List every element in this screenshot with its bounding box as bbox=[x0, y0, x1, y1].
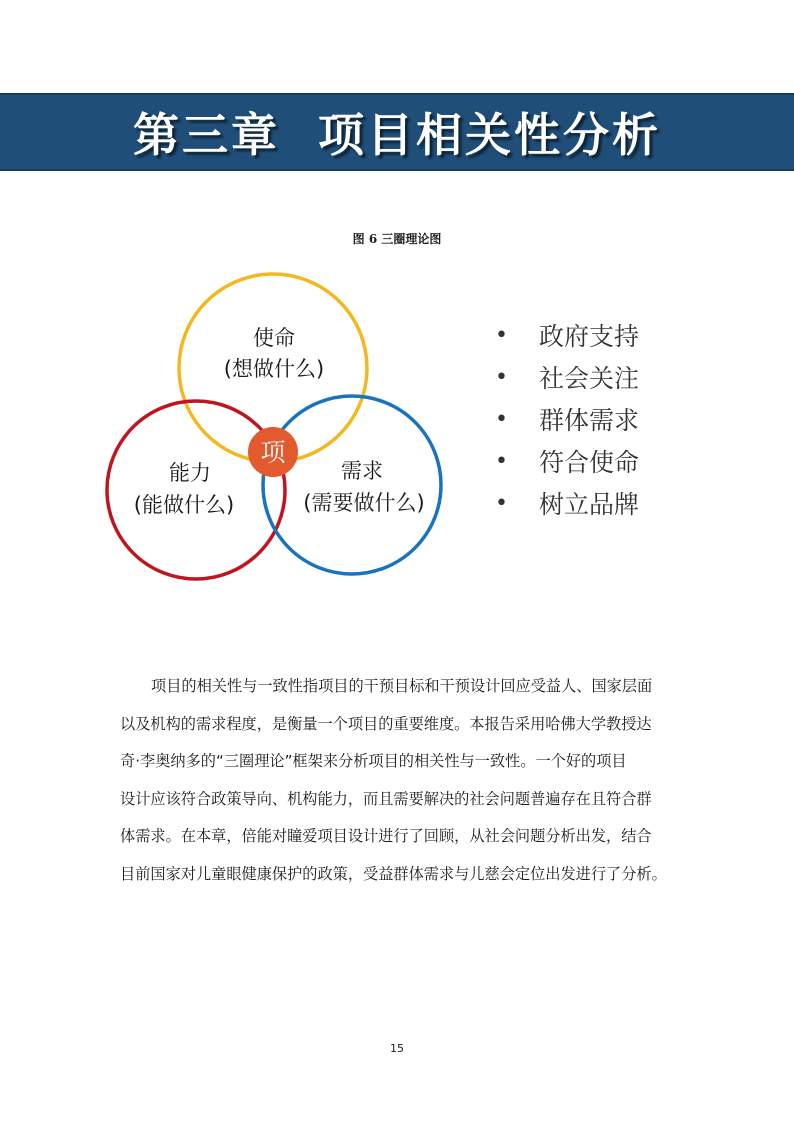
center-label: 项 bbox=[260, 438, 286, 467]
ability-circle bbox=[107, 401, 285, 579]
bullet-dot-icon: • bbox=[495, 448, 508, 474]
ability-subtitle: (能做什么) bbox=[133, 493, 235, 517]
bullet-text: 群体需求 bbox=[539, 406, 640, 435]
paragraph-line: 项目的相关性与一致性指项目的干预目标和干预设计回应受益人、国家层面 bbox=[151, 677, 653, 695]
bullet-dot-icon: • bbox=[495, 490, 508, 516]
bullet-item bbox=[495, 482, 639, 524]
mission-subtitle: (想做什么) bbox=[223, 357, 325, 381]
chapter-banner bbox=[0, 93, 794, 171]
mission-title: 使命 bbox=[253, 326, 295, 350]
paragraph-line: 设计应该符合政策导向、机构能力，而且需要解决的社会问题普遍存在且符合群 bbox=[120, 789, 652, 808]
paragraph-line: 奇·李奥纳多的“三圈理论”框架来分析项目的相关性与一致性。一个好的项目 bbox=[120, 752, 627, 770]
figure-caption: 图 6 三圈理论图 bbox=[352, 232, 442, 246]
bullet-item bbox=[495, 314, 639, 356]
benefit-bullet-list bbox=[495, 314, 639, 524]
bullet-text: 政府支持 bbox=[539, 322, 640, 351]
page-number: 15 bbox=[390, 1042, 404, 1055]
paragraph-line: 目前国家对儿童眼健康保护的政策，受益群体需求与儿慈会定位出发进行了分析。 bbox=[120, 864, 667, 883]
bullet-text: 符合使命 bbox=[539, 448, 640, 477]
bullet-item bbox=[495, 398, 639, 440]
paragraph-line: 体需求。在本章，倍能对瞳爱项目设计进行了回顾，从社会问题分析出发，结合 bbox=[120, 827, 652, 845]
bullet-text: 树立品牌 bbox=[539, 490, 640, 519]
chapter-title: 第三章 项目相关性分析 bbox=[132, 108, 662, 162]
need-subtitle: (需要做什么) bbox=[303, 491, 425, 515]
paragraph-line: 以及机构的需求程度，是衡量一个项目的重要维度。本报告采用哈佛大学教授达 bbox=[120, 714, 652, 733]
ability-title: 能力 bbox=[169, 461, 211, 485]
three-circle-diagram bbox=[100, 270, 450, 590]
bullet-dot-icon: • bbox=[495, 364, 508, 390]
need-circle bbox=[263, 396, 441, 574]
bullet-text: 社会关注 bbox=[539, 364, 640, 393]
bullet-item bbox=[495, 356, 639, 398]
body-paragraph bbox=[120, 668, 676, 893]
need-title: 需求 bbox=[341, 459, 383, 483]
bullet-dot-icon: • bbox=[495, 406, 508, 432]
bullet-item bbox=[495, 440, 639, 482]
bullet-dot-icon: • bbox=[495, 322, 508, 348]
